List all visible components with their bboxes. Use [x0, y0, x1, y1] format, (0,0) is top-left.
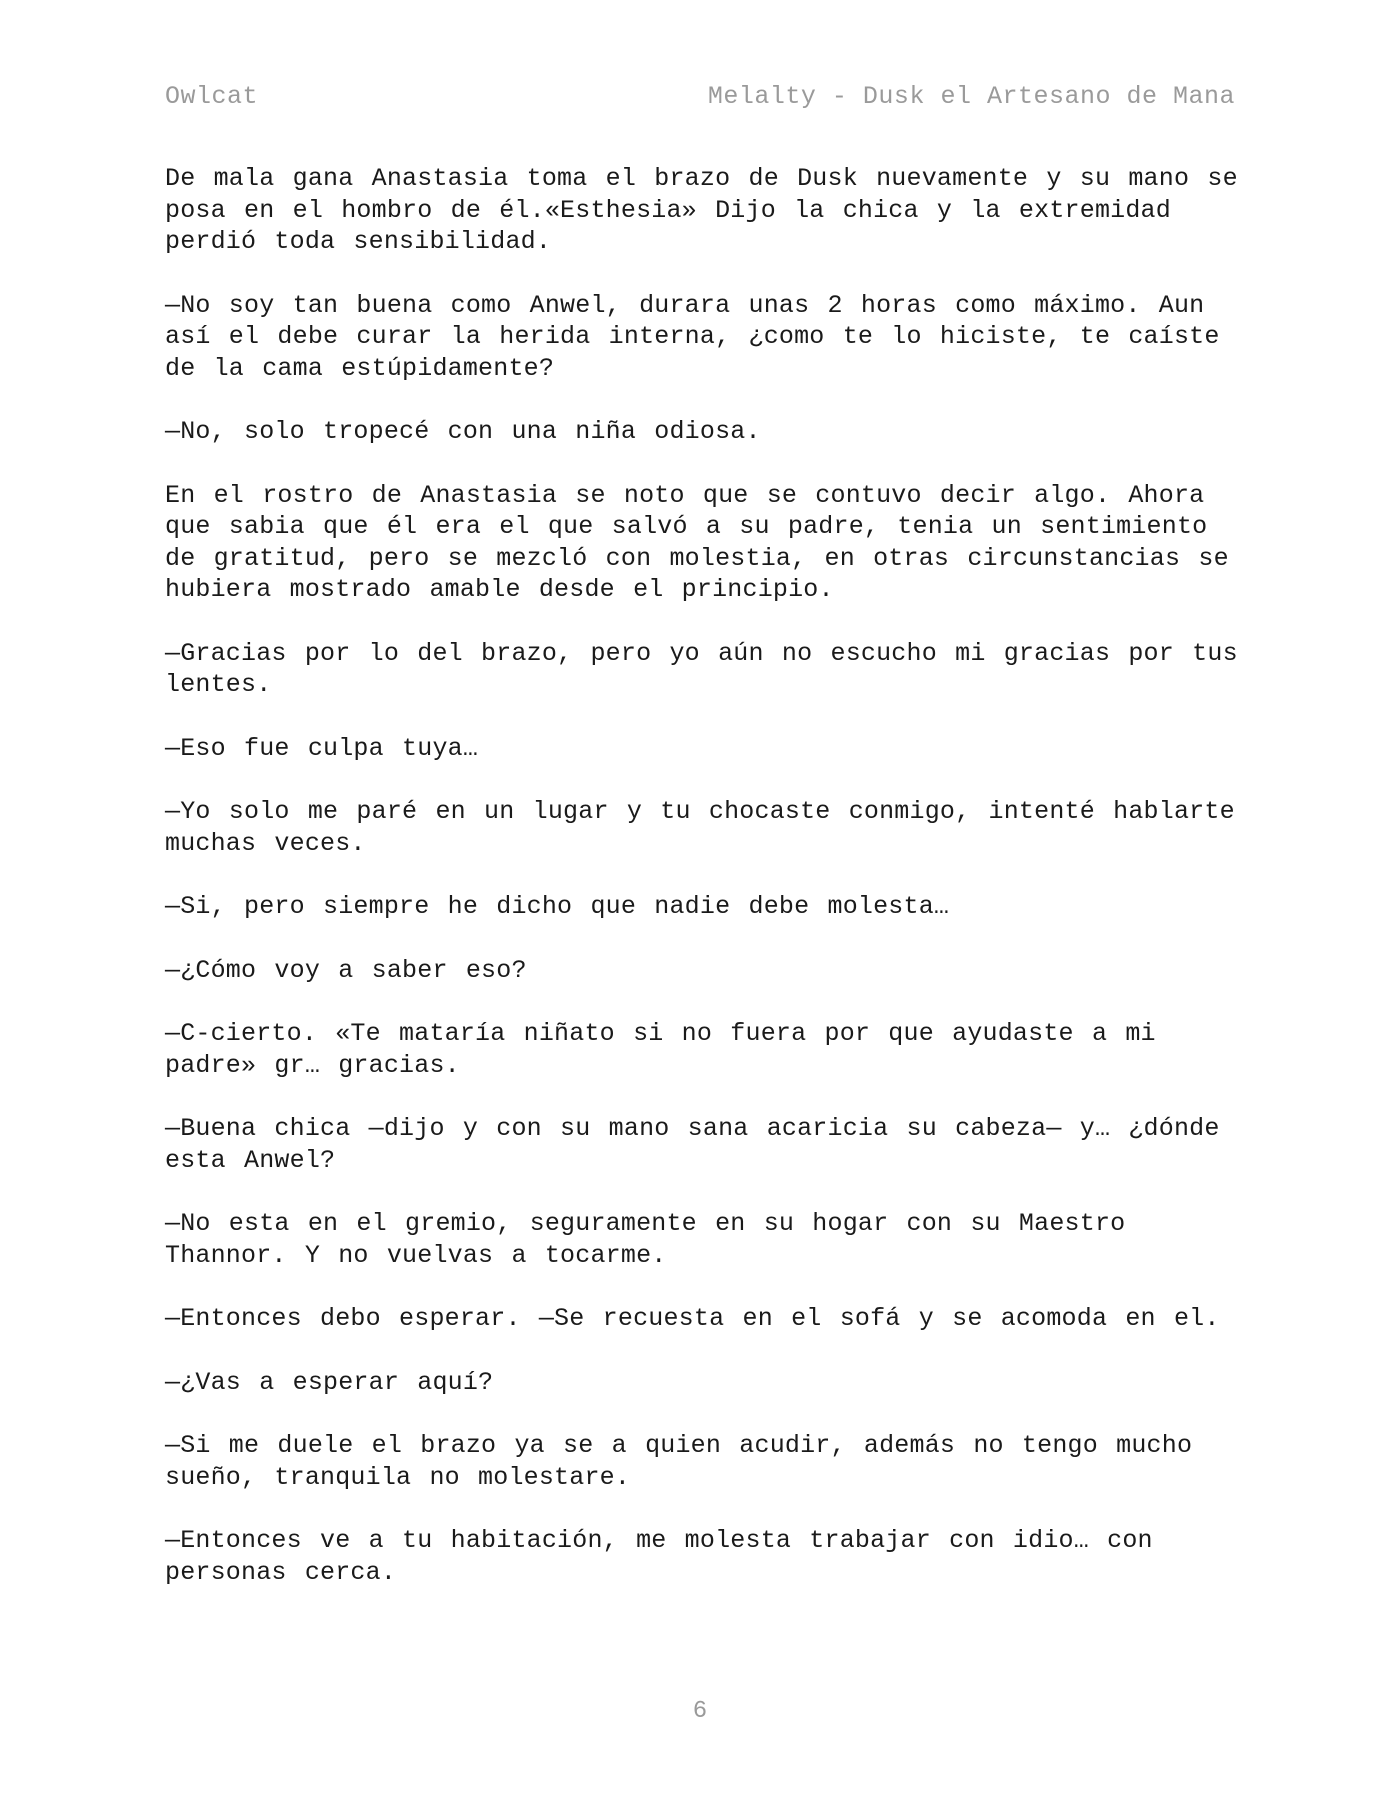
paragraph: —No esta en el gremio, seguramente en su hogar con su Maestro Thannor. Y no vuelvas a tocarme.	[165, 1209, 1126, 1270]
header-author: Owlcat	[165, 82, 259, 111]
paragraph: —No, solo tropecé con una niña odiosa.	[165, 417, 761, 446]
paragraph: —Entonces debo esperar. —Se recuesta en el sofá y se acomoda en el.	[165, 1304, 1220, 1333]
page-number: 6	[692, 1698, 708, 1725]
paragraph: En el rostro de Anastasia se noto que se contuvo decir algo. Ahora que sabia que él era el que salvó a su padre, tenia un sentimiento de gratitud, pero se mezcló con molestia, en otras circunstancias se hubiera mostrado amable desde el principio.	[165, 480, 1229, 604]
paragraph: —C-cierto. «Te mataría niñato si no fuera por que ayudaste a mi padre» gr… gracias.	[165, 1019, 1156, 1080]
paragraph: —Si me duele el brazo ya se a quien acudir, además no tengo mucho sueño, tranquila no molestare.	[165, 1431, 1193, 1492]
paragraph: —Gracias por lo del brazo, pero yo aún no escucho mi gracias por tus lentes.	[165, 638, 1238, 699]
header-title: Melalty - Dusk el Artesano de Mana	[707, 82, 1235, 111]
paragraph: —¿Vas a esperar aquí?	[165, 1367, 494, 1397]
paragraph: —No soy tan buena como Anwel, durara unas 2 horas como máximo. Aun así el debe curar la herida interna, ¿como te lo hiciste, te caíste de la cama estúpidamente?	[165, 290, 1220, 383]
page-header	[165, 82, 1235, 111]
paragraph: De mala gana Anastasia toma el brazo de Dusk nuevamente y su mano se posa en el hombro de él.«Esthesia» Dijo la chica y la extremidad perdió toda sensibilidad.	[165, 164, 1238, 256]
paragraph: —Eso fue culpa tuya…	[165, 733, 479, 763]
paragraph: —Buena chica —dijo y con su mano sana acaricia su cabeza— y… ¿dónde esta Anwel?	[165, 1114, 1220, 1175]
paragraph: —¿Cómo voy a saber eso?	[165, 955, 527, 985]
paragraph: —Entonces ve a tu habitación, me molesta trabajar con idio… con personas cerca.	[165, 1526, 1153, 1587]
paragraph: —Si, pero siempre he dicho que nadie debe molesta…	[165, 892, 950, 921]
page-body	[165, 163, 1240, 1620]
paragraph: —Yo solo me paré en un lugar y tu chocaste conmigo, intenté hablarte muchas veces.	[165, 797, 1235, 858]
